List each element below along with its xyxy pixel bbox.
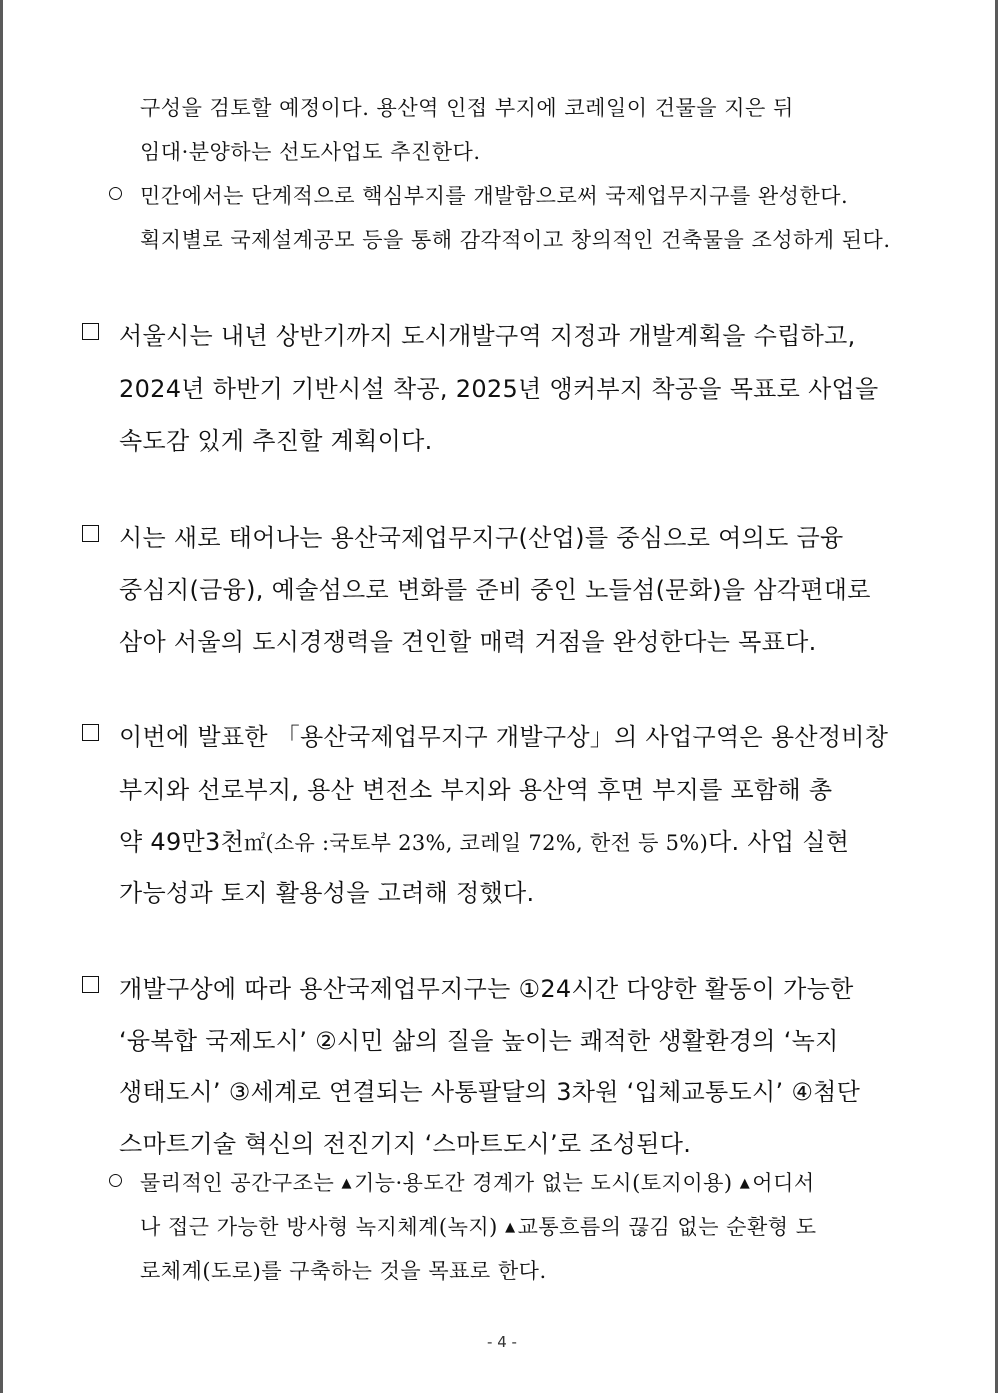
ownership-detail: (소유 :국토부 23%, 코레일 72%, 한전 등 5%) [265,831,709,855]
paragraph-line: 획지별로 국제설계공모 등을 통해 감각적이고 창의적인 건축물을 조성하게 된다. [140,228,891,252]
paragraph-line: 구성을 검토할 예정이다. 용산역 인접 부지에 코레일이 건물을 지은 뒤 [140,96,794,120]
section-line: 생태도시’ ③세계로 연결되는 사통팔달의 3차원 ‘입체교통도시’ ④첨단 [119,1078,861,1106]
paragraph-line [140,1167,815,1197]
section-line: 서울시는 내년 상반기까지 도시개발구역 지정과 개발계획을 수립하고, [119,322,856,350]
section-line: 부지와 선로부지, 용산 변전소 부지와 용산역 후면 부지를 포함해 총 [119,776,833,804]
section-line: 개발구상에 따라 용산국제업무지구는 ①24시간 다양한 활동이 가능한 [119,975,854,1003]
text-segment: 나 접근 가능한 방사형 녹지체계(녹지) [140,1215,506,1239]
text-segment: 교통흐름의 끊김 없는 순환형 도 [517,1215,817,1239]
section-line: 가능성과 토지 활용성을 고려해 정했다. [119,879,535,907]
section-line: 속도감 있게 추진할 계획이다. [119,427,433,455]
section-line: 이번에 발표한 「용산국제업무지구 개발구상」의 사업구역은 용산정비창 [119,723,889,751]
checkbox-square-icon [82,525,99,542]
sentence-continuation: 다. 사업 실현 [708,828,850,856]
section-line: 중심지(금융), 예술섬으로 변화를 준비 중인 노들섬(문화)을 삼각편대로 [119,576,871,604]
section-line [119,822,849,857]
section-line: ‘융복합 국제도시’ ②시민 삶의 질을 높이는 쾌적한 생활환경의 ‘녹지 [119,1027,839,1055]
section-line: 2024년 하반기 기반시설 착공, 2025년 앵커부지 착공을 목표로 사업을 [119,375,879,403]
page-number: - 4 - [487,1333,517,1351]
area-unit: ㎡ [244,831,266,855]
circle-bullet-icon [109,187,122,200]
section-line: 시는 새로 태어나는 용산국제업무지구(산업)를 중심으로 여의도 금융 [119,524,844,552]
paragraph-line [140,1211,816,1241]
text-segment: 기능·용도간 경계가 없는 도시(토지이용) [353,1171,740,1195]
paragraph-line: 로체계(도로)를 구축하는 것을 목표로 한다. [140,1259,547,1283]
checkbox-square-icon [82,724,99,741]
circle-bullet-icon [109,1174,122,1187]
checkbox-square-icon [82,323,99,340]
section-line: 삼아 서울의 도시경쟁력을 견인할 매력 거점을 완성한다는 목표다. [119,628,817,656]
triangle-marker-icon: ▲ [739,1176,751,1191]
triangle-marker-icon: ▲ [505,1220,516,1235]
checkbox-square-icon [82,976,99,993]
paragraph-line: 민간에서는 단계적으로 핵심부지를 개발함으로써 국제업무지구를 완성한다. [140,184,849,208]
triangle-marker-icon: ▲ [341,1176,352,1191]
text-segment: 물리적인 공간구조는 [140,1171,342,1195]
area-value: 약 49만3천 [119,828,245,856]
paragraph-line: 임대·분양하는 선도사업도 추진한다. [140,140,481,164]
text-segment: 어디서 [752,1171,815,1195]
section-line: 스마트기술 혁신의 전진기지 ‘스마트도시’로 조성된다. [119,1130,692,1158]
